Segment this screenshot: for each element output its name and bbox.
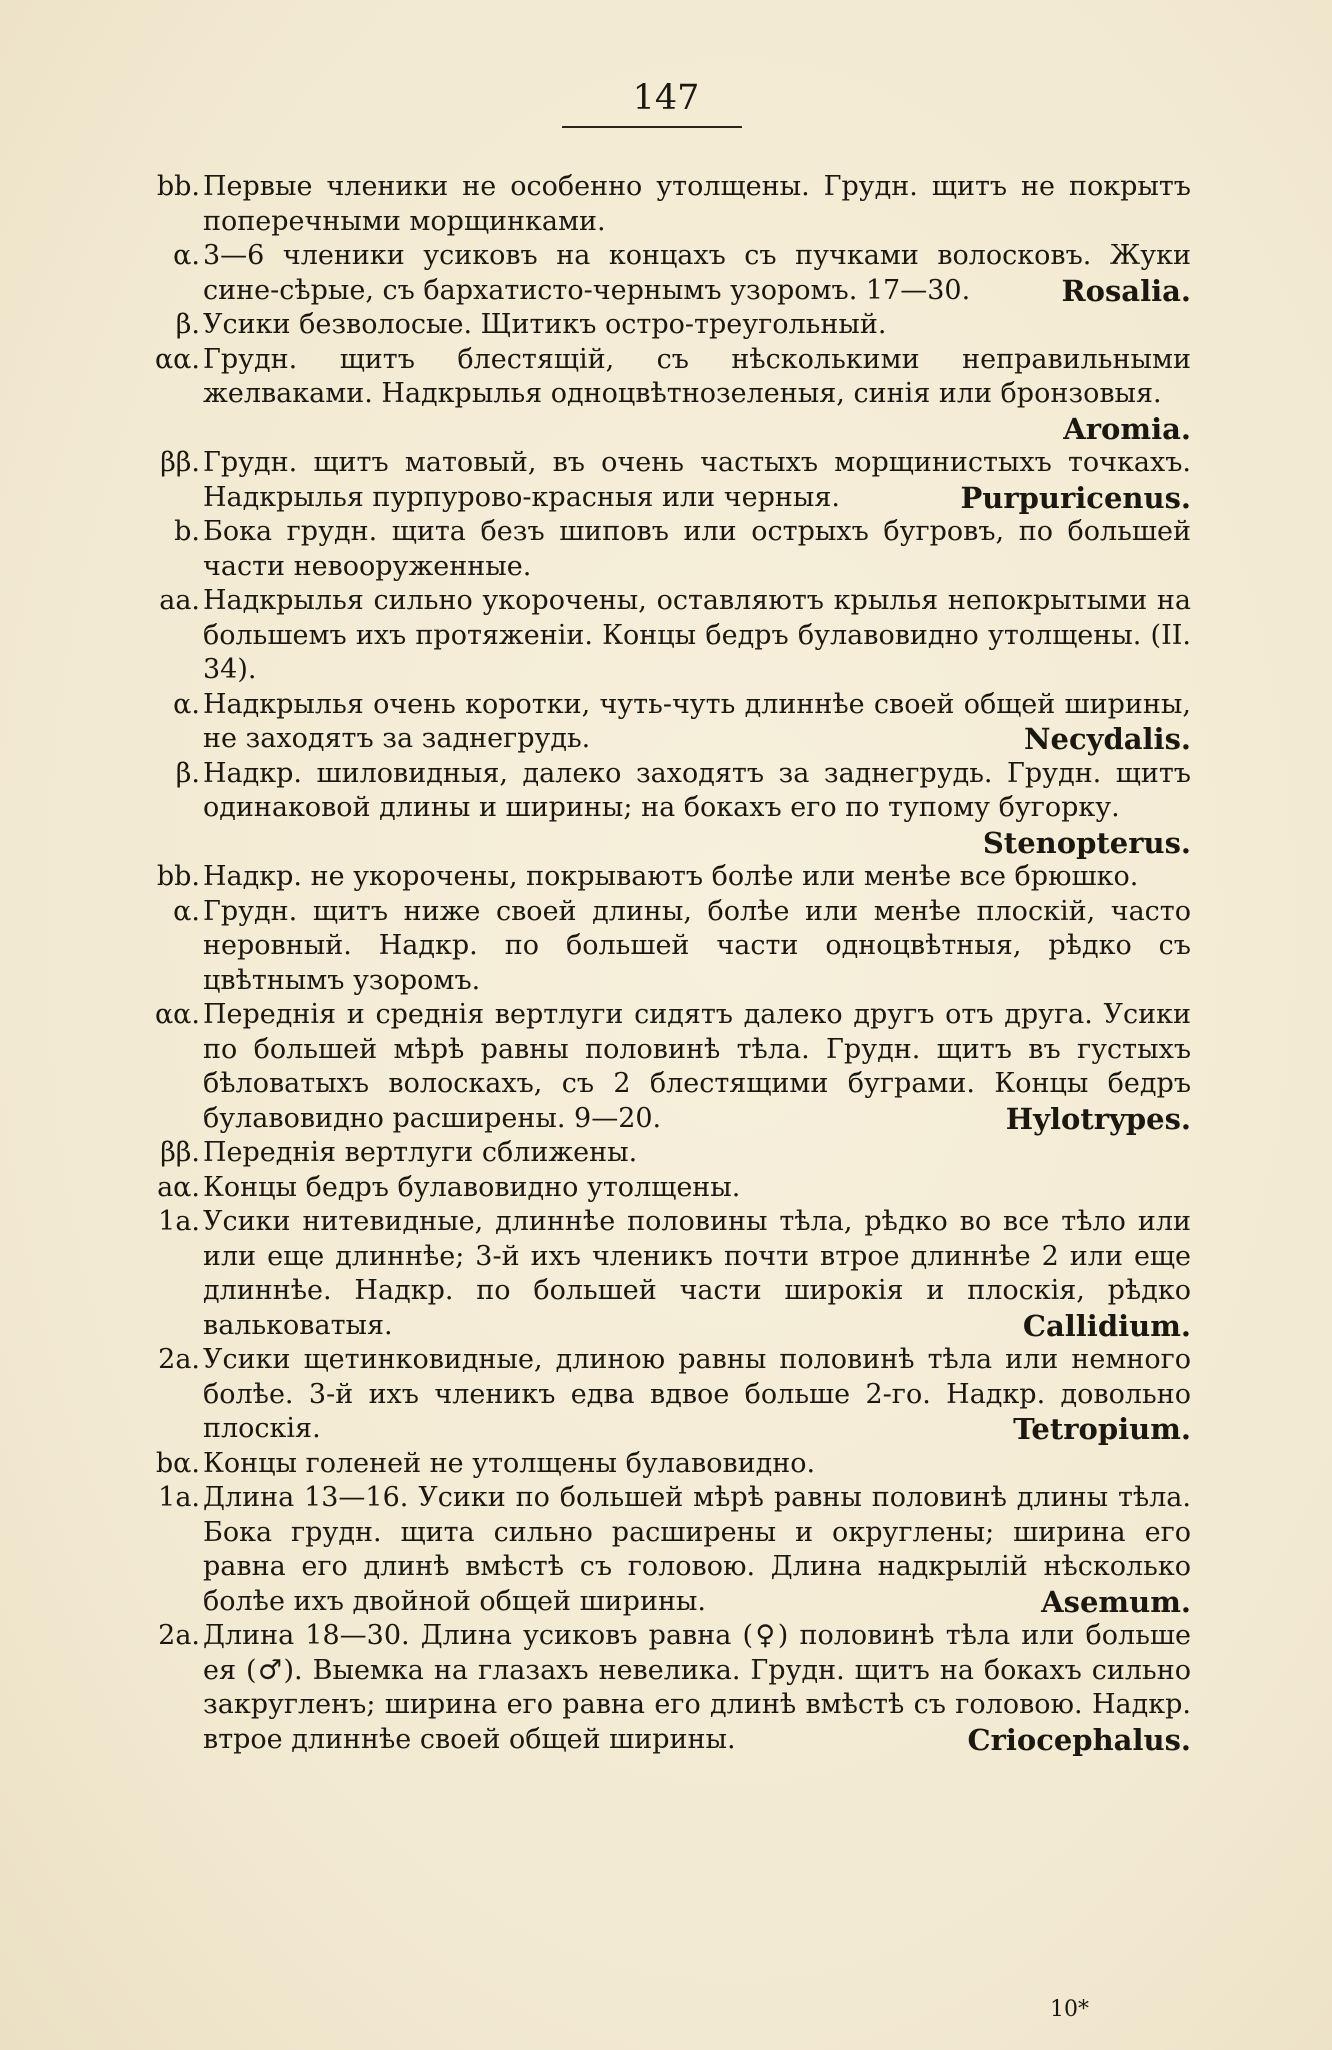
entry-text-block	[203, 584, 1191, 688]
key-entry	[0, 1205, 1332, 1343]
entry-text-block	[203, 688, 1191, 757]
entry-key: aα.	[157, 1171, 200, 1203]
entry-text: Надкрылья сильно укорочены, оставляютъ крылья непокрытыми на большемъ ихъ протяженіи. Концы бедръ булавовидно утолщены. (II. 34).	[203, 585, 1191, 685]
key-entry	[0, 895, 1332, 999]
entry-text: Концы голеней не утолщены булавовидно.	[203, 1447, 816, 1479]
entry-text: Переднія и среднія вертлуги сидятъ далеко другъ отъ друга. Усики по большей мѣрѣ равны половинѣ тѣла. Грудн. щитъ въ густыхъ бѣловатыхъ волоскахъ, съ 2 блестящими буграми. Концы бедръ булавовидно расширены. 9—20.	[203, 999, 1191, 1134]
key-entry	[0, 1619, 1332, 1757]
key-entry	[0, 860, 1332, 895]
header-rule	[562, 126, 742, 128]
entry-text: Концы бедръ булавовидно утолщены.	[203, 1171, 741, 1203]
entry-text-block	[203, 1136, 1191, 1171]
signature-mark: 10*	[1050, 1997, 1089, 2022]
key-entry	[0, 1481, 1332, 1619]
genus-name: Hylotrypes.	[1005, 1101, 1191, 1136]
entry-text: Грудн. щитъ блестящій, съ нѣсколькими неправильными желваками. Надкрылья одноцвѣтнозеленыя, синія или бронзовыя.	[203, 343, 1191, 409]
key-entry	[0, 688, 1332, 757]
key-entries	[0, 170, 1332, 1757]
key-entry	[0, 308, 1332, 343]
entry-key: α.	[173, 688, 200, 720]
genus-name: Necydalis.	[1024, 722, 1191, 756]
entry-text: Усики безволосые. Щитикъ остро-треугольный.	[203, 309, 887, 340]
key-entry	[0, 1447, 1332, 1482]
key-entry	[0, 170, 1332, 239]
entry-key: aa.	[159, 585, 200, 616]
entry-key: αα.	[154, 999, 200, 1030]
key-entry	[0, 584, 1332, 688]
key-entry	[0, 343, 1332, 447]
entry-key: ββ.	[160, 1137, 200, 1168]
page-number: 147	[632, 78, 700, 118]
entry-text: Длина 18—30. Длина усиковъ равна (♀) половинѣ тѣла или больше ея (♂). Выемка на глазахъ невелика. Грудн. щитъ на бокахъ сильно закругленъ; ширина его равна его длинѣ вмѣстѣ съ головою. Надкр. втрое длиннѣе своей общей ширины.	[203, 1620, 1191, 1755]
key-entry	[0, 757, 1332, 861]
genus-name: Purpuricenus.	[960, 480, 1191, 515]
genus-name: Stenopterus.	[982, 825, 1191, 860]
key-entry	[0, 446, 1332, 515]
entry-text-block	[203, 757, 1191, 861]
entry-text-block	[203, 1343, 1191, 1447]
entry-key: b.	[174, 516, 200, 547]
entry-key: αα.	[154, 343, 200, 375]
genus-name: Aromia.	[1063, 411, 1191, 446]
entry-text-block	[203, 998, 1191, 1136]
entry-text-block	[203, 1619, 1191, 1757]
entry-key: bb.	[156, 171, 200, 202]
entry-text: Длина 13—16. Усики по большей мѣрѣ равны половинѣ длины тѣла. Бока грудн. щита сильно расширены и округлены; ширина его равна его длинѣ вмѣстѣ съ головою. Длина надкрылій нѣсколько болѣе ихъ двойной общей ширины.	[203, 1482, 1191, 1617]
entry-text-block	[203, 170, 1191, 239]
key-entry	[0, 1343, 1332, 1447]
entry-key: 2a.	[158, 1344, 200, 1375]
entry-key: α.	[173, 895, 200, 927]
entry-text-block	[203, 308, 1191, 343]
entry-text: Грудн. щитъ ниже своей длины, болѣе или менѣе плоскій, часто неровный. Надкр. по большей части одноцвѣтныя, рѣдко съ цвѣтнымъ узоромъ.	[203, 895, 1191, 996]
entry-key: β.	[175, 757, 200, 789]
entry-text-block	[203, 446, 1191, 515]
key-entry	[0, 1136, 1332, 1171]
entry-key: bb.	[156, 861, 200, 892]
entry-text: Бока грудн. щита безъ шиповъ или острыхъ бугровъ, по большей части невооруженные.	[203, 516, 1191, 582]
entry-text: Надкр. не укорочены, покрываютъ болѣе или менѣе все брюшко.	[203, 861, 1139, 892]
key-entry	[0, 515, 1332, 584]
entry-text: Первые членики не особенно утолщены. Грудн. щитъ не покрытъ поперечными морщинками.	[203, 171, 1191, 237]
entry-text: Переднія вертлуги сближены.	[203, 1137, 638, 1168]
entry-text: Надкр. шиловидныя, далеко заходятъ за заднегрудь. Грудн. щитъ одинаковой длины и ширины; на бокахъ его по тупому бугорку.	[203, 757, 1191, 823]
entry-key: bα.	[155, 1447, 200, 1479]
entry-text: 3—6 членики усиковъ на концахъ съ пучками волосковъ. Жуки сине-сѣрые, съ бархатисто-чернымъ узоромъ. 17—30.	[203, 240, 1191, 306]
key-entry	[0, 998, 1332, 1136]
entry-key: β.	[175, 309, 200, 340]
entry-text-block	[203, 1447, 1191, 1482]
entry-key: 1a.	[158, 1206, 200, 1237]
genus-name: Rosalia.	[1061, 273, 1191, 308]
entry-text: Надкрылья очень коротки, чуть-чуть длиннѣе своей общей ширины, не заходятъ за заднегрудь.	[203, 688, 1191, 754]
key-entry	[0, 239, 1332, 308]
entry-text-block	[203, 1205, 1191, 1343]
entry-text-block	[203, 1171, 1191, 1206]
entry-key: α.	[173, 240, 200, 271]
entry-key: ββ.	[160, 447, 200, 478]
entry-key: 1a.	[158, 1482, 200, 1513]
genus-name: Tetropium.	[1013, 1412, 1191, 1446]
key-entry	[0, 1171, 1332, 1206]
entry-text: Грудн. щитъ матовый, въ очень частыхъ морщинистыхъ точкахъ. Надкрылья пурпурово-красныя или черныя.	[203, 447, 1191, 513]
genus-name: Asemum.	[1041, 1584, 1191, 1619]
entry-text-block	[203, 895, 1191, 999]
entry-text-block	[203, 239, 1191, 308]
entry-text-block	[203, 515, 1191, 584]
entry-text-block	[203, 343, 1191, 447]
entry-key: 2a.	[158, 1620, 200, 1651]
entry-text-block	[203, 1481, 1191, 1619]
genus-name: Criocephalus.	[967, 1722, 1191, 1757]
entry-text: Усики щетинковидные, длиною равны половинѣ тѣла или немного болѣе. 3-й ихъ членикъ едва вдвое больше 2-го. Надкр. довольно плоскія.	[203, 1344, 1191, 1444]
entry-text: Усики нитевидные, длиннѣе половины тѣла, рѣдко во все тѣло или или еще длиннѣе; 3-й ихъ членикъ почти втрое длиннѣе 2 или еще длиннѣе. Надкр. по большей части широкія и плоскія, рѣдко вальковатыя.	[203, 1206, 1191, 1341]
genus-name: Callidium.	[1022, 1308, 1191, 1343]
entry-text-block	[203, 860, 1191, 895]
